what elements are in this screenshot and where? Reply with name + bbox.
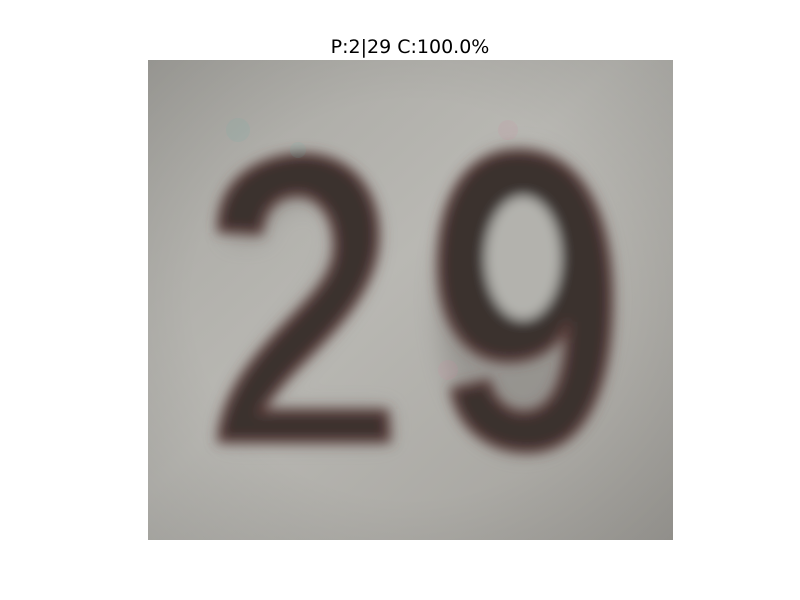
house-number-photo xyxy=(148,60,673,540)
house-number-image xyxy=(148,60,673,540)
digit-nine-loop xyxy=(485,196,561,320)
prediction-title: P:2|29 C:100.0% xyxy=(330,36,490,58)
